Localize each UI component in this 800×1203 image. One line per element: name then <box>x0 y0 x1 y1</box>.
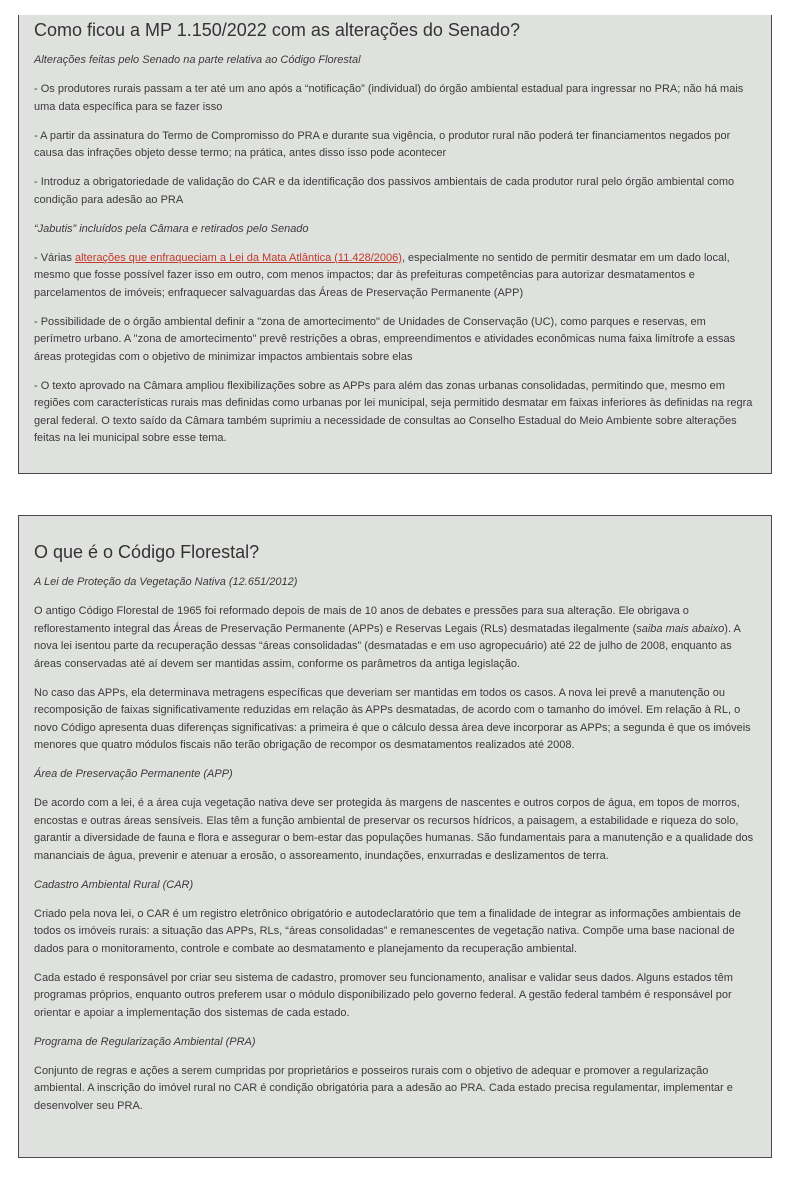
text-span: , especialmente no sentido de permitir desmatar em um dado local, mesmo que fosse possível fazer isso em outro, com menos impactos; dar às prefeituras competências para autorizar desmatamentos e parcelamentos de imóveis; enfraquecer salvaguardas das Áreas de Preservação Permanente (APP) <box>34 251 730 299</box>
paragraph: - Os produtores rurais passam a ter até um ano após a “notificação” (individual) do órgão ambiental estadual para ingressar no PRA; não há mais uma data específica para se fazer isso <box>34 83 744 113</box>
subheading: Programa de Regularização Ambiental (PRA) <box>34 1035 256 1048</box>
paragraph: No caso das APPs, ela determinava metragens específicas que deveriam ser mantidas em todos os casos. A nova lei prevê a manutenção ou recomposição de faixas significativamente reduzidas em relação às APPs desmatadas, de acordo com o tamanho do imóvel. Em relação à RL, o novo Código apresenta duas diferenças significativas: a primeira é que o cálculo dessa área deve incorporar as APPs; a segunda é que os imóveis menores que quatro módulos fiscais não terão obrigação de recompor os desmatamentos realizados até 2008. <box>34 686 751 751</box>
paragraph <box>34 603 755 673</box>
subheading: “Jabutis” incluídos pela Câmara e retirados pelo Senado <box>34 222 309 235</box>
paragraph: Cada estado é responsável por criar seu sistema de cadastro, promover seu funcionamento, analisar e validar seus dados. Alguns estados têm programas próprios, enquanto outros preferem usar o módulo disponibilizado pelo governo federal. A gestão federal também é responsável por orientar e apoiar a implementação dos sistemas de cada estado. <box>34 971 733 1019</box>
paragraph: - Introduz a obrigatoriedade de validação do CAR e da identificação dos passivos ambientais de cada produtor rural pelo órgão ambiental como condição para adesão ao PRA <box>34 176 735 206</box>
section-title: Como ficou a MP 1.150/2022 com as alterações do Senado? <box>34 20 520 40</box>
paragraph: - Possibilidade de o órgão ambiental definir a "zona de amortecimento" de Unidades de Conservação (UC), como parques e reservas, em perímetro urbano. A "zona de amortecimento" prevê restrições a obras, empreendimentos e atividades econômicas numa faixa limítrofe a essas áreas protegidas com o objetivo de minimizar impactos ambientais sobre elas <box>34 315 736 363</box>
section-title: O que é o Código Florestal? <box>34 542 260 562</box>
subheading: Cadastro Ambiental Rural (CAR) <box>34 878 194 891</box>
subheading: Alterações feitas pelo Senado na parte relativa ao Código Florestal <box>34 54 361 66</box>
subheading: A Lei de Proteção da Vegetação Nativa (12.651/2012) <box>34 576 298 588</box>
text-span: ). A nova lei isentou parte da recuperação dessas “áreas consolidadas” (desmatadas e em uso agropecuário) até 22 de julho de 2008, enquanto as áreas conservadas até aí devem ser mantidas assim, conforme os parâmetros da antiga legislação. <box>34 622 741 670</box>
mata-atlantica-link[interactable]: alterações que enfraqueciam a Lei da Mata Atlântica (11.428/2006) <box>74 251 402 264</box>
emphasis: saiba mais abaixo <box>636 622 725 635</box>
paragraph: - A partir da assinatura do Termo de Compromisso do PRA e durante sua vigência, o produtor rural não poderá ter financiamentos negados por causa das infrações objeto desse termo; na prática, antes disso isso pode acontecer <box>34 129 731 159</box>
mp-changes-box <box>18 15 772 474</box>
paragraph: - O texto aprovado na Câmara ampliou flexibilizações sobre as APPs para além das zonas urbanas consolidadas, permitindo que, mesmo em regiões com características rurais mas definidas como urbanas por lei municipal, seja permitido desmatar em faixas inferiores às definidas na regra geral federal. O texto saído da Câmara também suprimiu a necessidade de consultas ao Conselho Estadual do Meio Ambiente sobre alterações feitas na lei municipal sobre esse tema. <box>34 379 753 444</box>
paragraph <box>34 250 755 303</box>
paragraph: Criado pela nova lei, o CAR é um registro eletrônico obrigatório e autodeclaratório que tem a finalidade de integrar as informações ambientais de todos os imóveis rurais: a situação das APPs, RLs, “áreas consolidadas” e remanescentes de vegetação nativa. Compõe uma base nacional de dados para o monitoramento, controle e combate ao desmatamento e planejamento da recuperação ambiental. <box>34 907 741 955</box>
text-span: - Várias <box>34 251 75 264</box>
paragraph: De acordo com a lei, é a área cuja vegetação nativa deve ser protegida às margens de nascentes e outros corpos de água, em topos de morros, encostas e outras áreas sensíveis. Elas têm a função ambiental de preservar os recursos hídricos, a paisagem, a estabilidade e riqueza do solo, garantir a diversidade de fauna e flora e assegurar o bem-estar das populações humanas. São fundamentais para a manutenção e a qualidade dos mananciais de água, prevenir e atenuar a erosão, o assoreamento, inundações, enxurradas e deslizamentos de terra. <box>34 797 754 862</box>
codigo-florestal-box <box>18 515 772 1158</box>
text-span: O antigo Código Florestal de 1965 foi reformado depois de mais de 10 anos de debates e pressões para sua alteração. Ele obrigava o reflorestamento integral das Áreas de Preservação Permanente (APPs) e Reservas Legais (RLs) desmatadas ilegalmente ( <box>34 605 689 635</box>
paragraph: Conjunto de regras e ações a serem cumpridas por proprietários e posseiros rurais com o objetivo de adequar e promover a regularização ambiental. A inscrição do imóvel rural no CAR é condição obrigatória para a adesão ao PRA. Cada estado precisa regulamentar, implementar e desenvolver seu PRA. <box>34 1064 733 1112</box>
subheading: Área de Preservação Permanente (APP) <box>34 768 233 780</box>
